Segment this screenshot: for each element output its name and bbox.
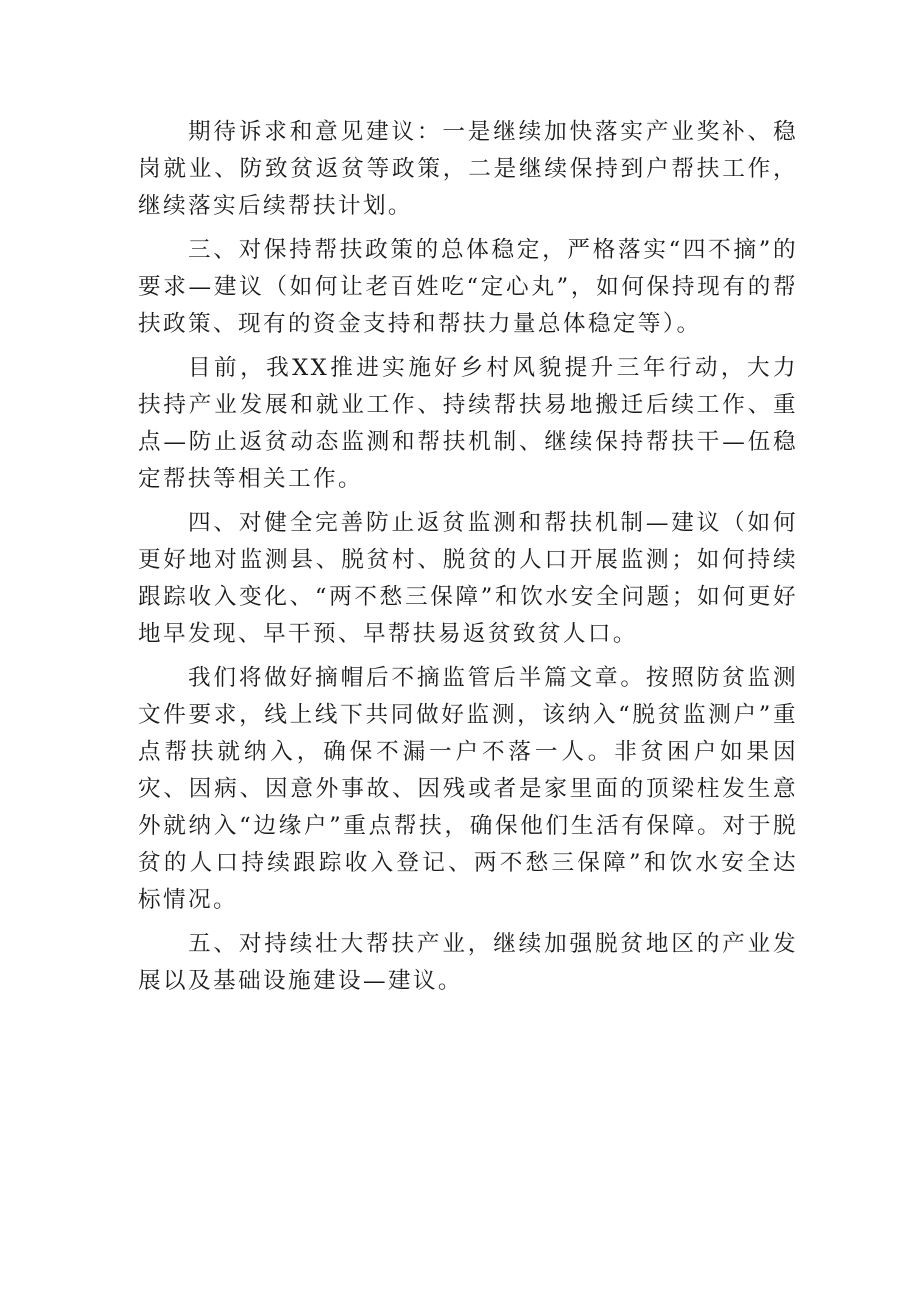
paragraph-section-four: 四、对健全完善防止返贫监测和帮扶机制—建议（如何更好地对监测县、脱贫村、脱贫的人口开展监测；如何持续跟踪收入变化、“两不愁三保障”和饮水安全问题；如何更好地早发现、早干预、早帮扶易返贫致贫人口。	[138, 510, 798, 647]
paragraph-monitoring-plan: 我们将做好摘帽后不摘监管后半篇文章。按照防贫监测文件要求，线上线下共同做好监测，该纳入“脱贫监测户”重点帮扶就纳入，确保不漏一户不落一人。非贫困户如果因灾、因病、因意外事故、因残或者是家里面的顶梁柱发生意外就纳入“边缘户”重点帮扶，确保他们生活有保障。对于脱贫的人口持续跟踪收入登记、两不愁三保障”和饮水安全达标情况。	[138, 665, 798, 913]
paragraph-section-five: 五、对持续壮大帮扶产业，继续加强脱贫地区的产业发展以及基础设施建设—建议。	[138, 931, 798, 994]
paragraph-current-work: 目前，我XX推进实施好乡村风貌提升三年行动，大力扶持产业发展和就业工作、持续帮扶易地搬迁后续工作、重点—防止返贫动态监测和帮扶机制、继续保持帮扶干—伍稳定帮扶等相关工作。	[138, 355, 798, 492]
document-body	[138, 114, 798, 1000]
paragraph-expectations: 期待诉求和意见建议：一是继续加快落实产业奖补、稳岗就业、防致贫返贫等政策，二是继续保持到户帮扶工作，继续落实后续帮扶计划。	[138, 119, 798, 219]
paragraph-section-three: 三、对保持帮扶政策的总体稳定，严格落实“四不摘”的要求—建议（如何让老百姓吃“定心丸”，如何保持现有的帮扶政策、现有的资金支持和帮扶力量总体稳定等）。	[138, 237, 798, 337]
